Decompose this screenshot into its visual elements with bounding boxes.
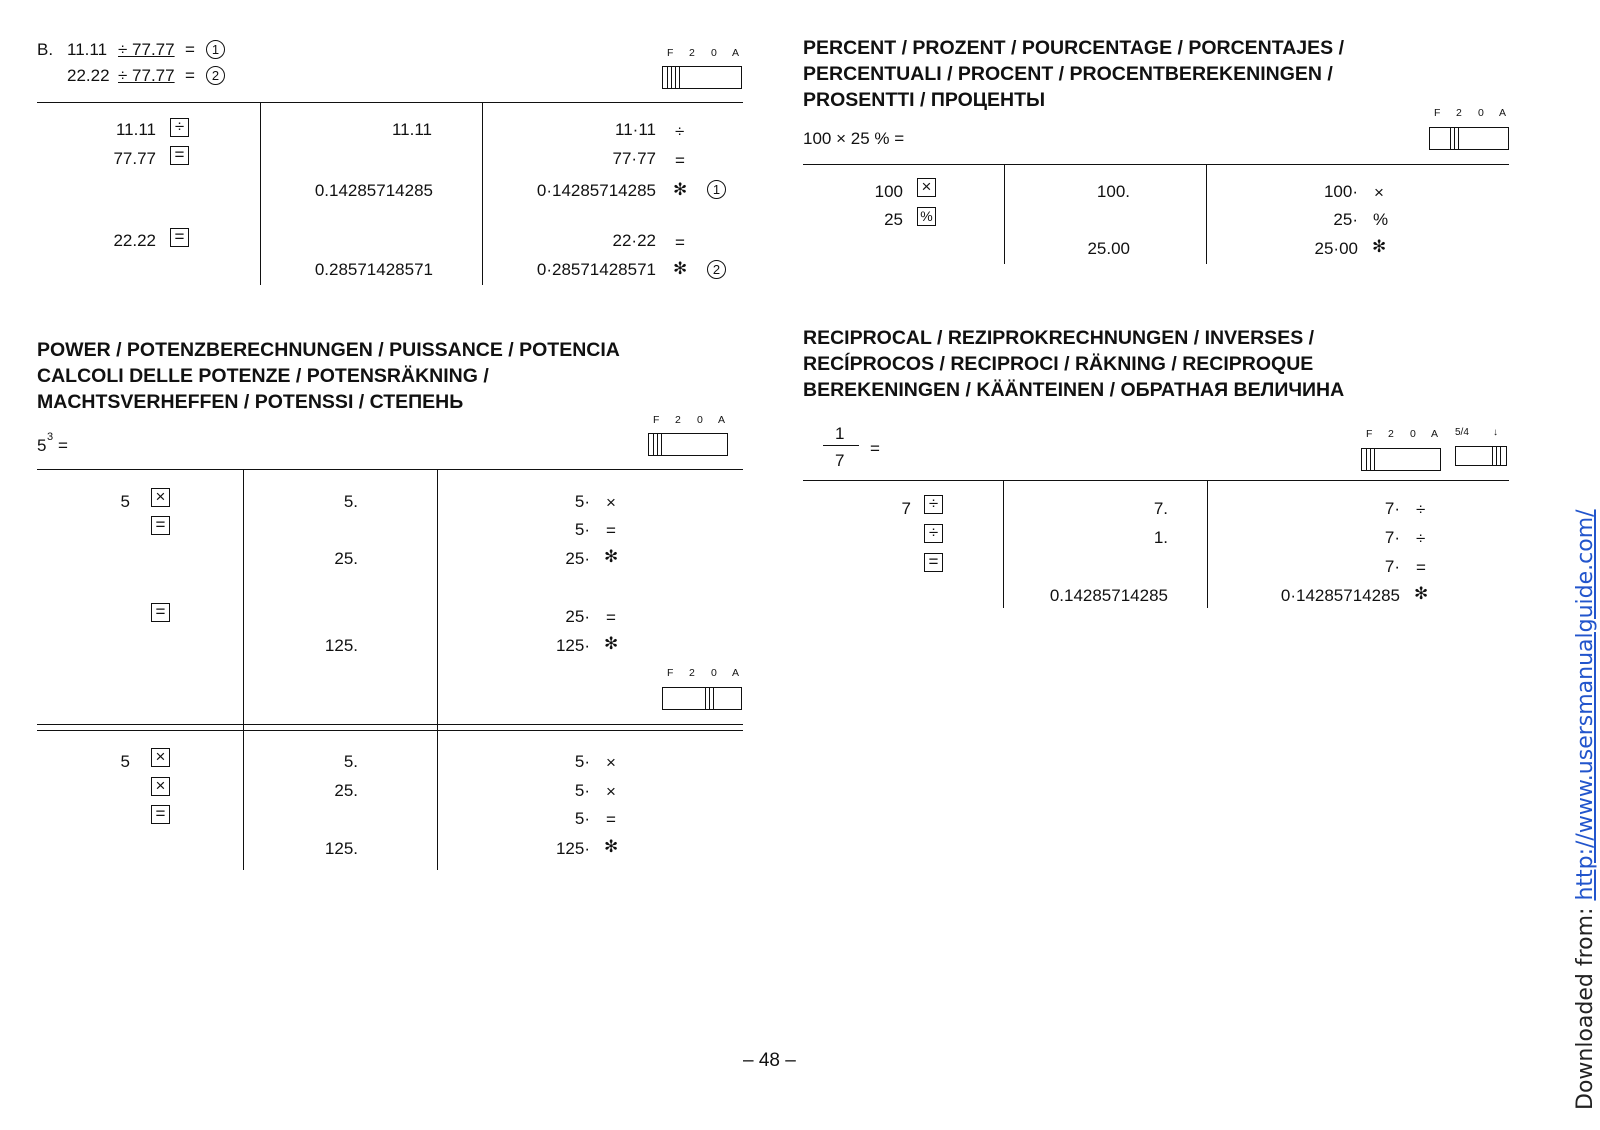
fraction-bar xyxy=(823,445,859,446)
print-value: 25· xyxy=(565,607,590,626)
display-value: 0.14285714285 xyxy=(314,181,433,200)
print-symbol: × xyxy=(606,753,616,772)
print-symbol: × xyxy=(606,782,616,801)
switch-label-a: A xyxy=(1431,428,1439,440)
print-value: 5· xyxy=(574,752,590,771)
switch-slot xyxy=(1361,448,1441,471)
circled-1-marker: 1 xyxy=(206,40,225,59)
print-symbol: = xyxy=(606,521,616,540)
power-title-line-1: POWER / POTENZBERECHNUNGEN / PUISSANCE / POTENCIA xyxy=(37,339,620,361)
print-value: 77·77 xyxy=(612,149,656,168)
keyed-value: 22.22 xyxy=(113,231,156,250)
switch-label-a: A xyxy=(732,667,740,679)
percent-formula: 100 × 25 % = xyxy=(803,129,905,148)
keyed-value: 25 xyxy=(884,210,903,229)
equals-key-icon: = xyxy=(151,805,170,824)
total-asterisk-icon: ✻ xyxy=(604,547,619,566)
print-value: 5· xyxy=(574,781,590,800)
switch-slot xyxy=(1429,127,1509,150)
power-formula-base: 5 xyxy=(37,436,47,455)
double-rule xyxy=(37,730,743,731)
power-formula-exponent: 3 xyxy=(47,431,54,443)
print-symbol: ÷ xyxy=(675,122,685,141)
column-divider xyxy=(437,469,438,870)
print-symbol: = xyxy=(1416,558,1426,577)
table-rule xyxy=(803,164,1509,165)
multiply-key-icon: × xyxy=(151,748,170,767)
column-divider xyxy=(243,469,244,870)
percent-title-line-3: PROSENTTI / ПРОЦЕНТЫ xyxy=(803,89,1046,111)
equals-key-icon: = xyxy=(924,553,943,572)
fraction-numerator: 1 xyxy=(835,424,845,443)
formula-2-operand: 22.22 xyxy=(67,66,110,85)
switch-label-f: F xyxy=(1366,428,1373,440)
column-divider xyxy=(1004,164,1005,264)
divide-key-icon: ÷ xyxy=(170,118,189,137)
print-value: 125· xyxy=(555,839,590,858)
display-value: 5. xyxy=(343,752,358,771)
decimal-switch-power-alt xyxy=(662,667,742,711)
switch-label-0: 0 xyxy=(1478,107,1484,119)
display-value: 0.14285714285 xyxy=(1049,586,1168,605)
switch-label-a: A xyxy=(732,47,740,59)
print-value: 100· xyxy=(1323,182,1358,201)
display-value: 125. xyxy=(324,839,358,858)
display-value: 25. xyxy=(334,781,358,800)
equals-key-icon: = xyxy=(151,516,170,535)
column-divider xyxy=(1003,480,1004,608)
total-asterisk-icon: ✻ xyxy=(604,837,619,856)
multiply-key-icon: × xyxy=(917,178,936,197)
total-asterisk-icon: ✻ xyxy=(1372,237,1387,256)
switch-slot xyxy=(1455,446,1507,466)
total-asterisk-icon: ✻ xyxy=(1414,584,1429,603)
percent-title-line-1: PERCENT / PROZENT / POURCENTAGE / PORCENTAJES / xyxy=(803,37,1345,59)
print-value: 0·28571428571 xyxy=(536,260,656,279)
switch-label-f: F xyxy=(667,47,674,59)
table-rule xyxy=(37,102,743,103)
keyed-value: 5 xyxy=(120,752,130,771)
switch-label-2: 2 xyxy=(1388,428,1394,440)
power-formula-equals: = xyxy=(58,436,68,455)
multiply-key-icon: × xyxy=(151,777,170,796)
print-value: 7· xyxy=(1384,557,1400,576)
keyed-value: 100 xyxy=(874,182,903,201)
formula-1-divisor: ÷ 77.77 xyxy=(118,40,175,59)
print-symbol: × xyxy=(606,493,616,512)
formula-2-equals: = xyxy=(185,66,195,85)
print-symbol: ÷ xyxy=(1416,529,1426,548)
fraction-equals: = xyxy=(870,439,880,458)
print-value: 7· xyxy=(1384,499,1400,518)
display-value: 7. xyxy=(1153,499,1168,518)
switch-label-2: 2 xyxy=(689,667,695,679)
decimal-switch-b xyxy=(662,47,742,91)
print-value: 0·14285714285 xyxy=(536,181,656,200)
print-symbol: = xyxy=(606,608,616,627)
switch-slot xyxy=(662,687,742,710)
print-value: 125· xyxy=(555,636,590,655)
circled-1-marker: 1 xyxy=(707,180,726,199)
formula-2-divisor: ÷ 77.77 xyxy=(118,66,175,85)
display-value: 5. xyxy=(343,492,358,511)
circled-2-marker: 2 xyxy=(707,260,726,279)
display-value: 125. xyxy=(324,636,358,655)
power-title-line-2: CALCOLI DELLE POTENZE / POTENSRÄKNING / xyxy=(37,365,489,387)
power-title-line-3: MACHTSVERHEFFEN / POTENSSI / СТЕПЕНЬ xyxy=(37,391,464,413)
keyed-value: 7 xyxy=(901,499,911,518)
rounding-switch xyxy=(1455,427,1507,471)
reciprocal-title-line-3: BEREKENINGEN / KÄÄNTEINEN / ОБРАТНАЯ ВЕЛИЧИНА xyxy=(803,379,1345,401)
rounding-label-5-4: 5/4 xyxy=(1455,427,1469,438)
total-asterisk-icon: ✻ xyxy=(604,634,619,653)
print-symbol: = xyxy=(675,233,685,252)
display-value: 100. xyxy=(1096,182,1130,201)
switch-label-f: F xyxy=(667,667,674,679)
decimal-switch-reciprocal xyxy=(1361,428,1441,472)
round-down-icon: ↓ xyxy=(1493,427,1498,438)
switch-label-2: 2 xyxy=(675,414,681,426)
display-value: 25.00 xyxy=(1087,239,1130,258)
divide-key-icon: ÷ xyxy=(924,524,943,543)
print-symbol: × xyxy=(1374,183,1384,202)
print-value: 5· xyxy=(574,492,590,511)
display-value: 25. xyxy=(334,549,358,568)
switch-label-0: 0 xyxy=(697,414,703,426)
percent-title-line-2: PERCENTUALI / PROCENT / PROCENTBEREKENINGEN / xyxy=(803,63,1333,85)
display-value: 1. xyxy=(1153,528,1168,547)
display-value: 11.11 xyxy=(391,120,432,139)
print-value: 25· xyxy=(1333,210,1358,229)
download-watermark xyxy=(1573,509,1598,1110)
print-value: 5· xyxy=(574,520,590,539)
print-symbol: = xyxy=(606,810,616,829)
page-number: – 48 – xyxy=(743,1050,796,1071)
equals-key-icon: = xyxy=(170,146,189,165)
print-value: 25·00 xyxy=(1314,239,1358,258)
column-divider xyxy=(260,102,261,285)
print-symbol: ÷ xyxy=(1416,500,1426,519)
print-value: 22·22 xyxy=(612,231,656,250)
decimal-switch-power xyxy=(648,414,728,458)
switch-label-f: F xyxy=(653,414,660,426)
column-divider xyxy=(1207,480,1208,608)
table-rule xyxy=(37,469,743,470)
print-value: 25· xyxy=(565,549,590,568)
keyed-value: 11.11 xyxy=(115,120,156,139)
switch-slot xyxy=(662,66,742,89)
total-asterisk-icon: ✻ xyxy=(673,180,688,199)
display-value: 0.28571428571 xyxy=(314,260,433,279)
column-divider xyxy=(482,102,483,285)
keyed-value: 77.77 xyxy=(113,149,156,168)
multiply-key-icon: × xyxy=(151,488,170,507)
circled-2-marker: 2 xyxy=(206,66,225,85)
print-value: 5· xyxy=(574,809,590,828)
switch-label-0: 0 xyxy=(711,47,717,59)
divide-key-icon: ÷ xyxy=(924,495,943,514)
section-b-label: B. xyxy=(37,40,54,59)
print-symbol: % xyxy=(1373,210,1389,229)
watermark-prefix: Downloaded from: xyxy=(1573,900,1598,1110)
print-value: 11·11 xyxy=(615,120,656,139)
formula-1-operand: 11.11 xyxy=(67,40,108,59)
switch-label-2: 2 xyxy=(1456,107,1462,119)
equals-key-icon: = xyxy=(170,228,189,247)
decimal-switch-percent xyxy=(1429,107,1509,151)
equals-key-icon: = xyxy=(151,603,170,622)
print-value: 7· xyxy=(1384,528,1400,547)
switch-slot xyxy=(648,433,728,456)
watermark-link[interactable]: http://www.usersmanualguide.com/ xyxy=(1573,509,1598,901)
total-asterisk-icon: ✻ xyxy=(673,259,688,278)
switch-label-f: F xyxy=(1434,107,1441,119)
switch-label-a: A xyxy=(1499,107,1507,119)
print-value: 0·14285714285 xyxy=(1280,586,1400,605)
fraction-denominator: 7 xyxy=(835,451,845,470)
column-divider xyxy=(1206,164,1207,264)
reciprocal-title-line-2: RECÍPROCOS / RECIPROCI / RÄKNING / RECIPROQUE xyxy=(803,353,1314,375)
keyed-value: 5 xyxy=(120,492,130,511)
table-rule xyxy=(803,480,1509,481)
formula-1-equals: = xyxy=(185,40,195,59)
reciprocal-title-line-1: RECIPROCAL / REZIPROKRECHNUNGEN / INVERSES / xyxy=(803,327,1315,349)
switch-label-0: 0 xyxy=(1410,428,1416,440)
switch-label-2: 2 xyxy=(689,47,695,59)
double-rule xyxy=(37,724,743,725)
print-symbol: = xyxy=(675,151,685,170)
percent-key-icon: % xyxy=(917,207,936,226)
switch-label-a: A xyxy=(718,414,726,426)
switch-label-0: 0 xyxy=(711,667,717,679)
